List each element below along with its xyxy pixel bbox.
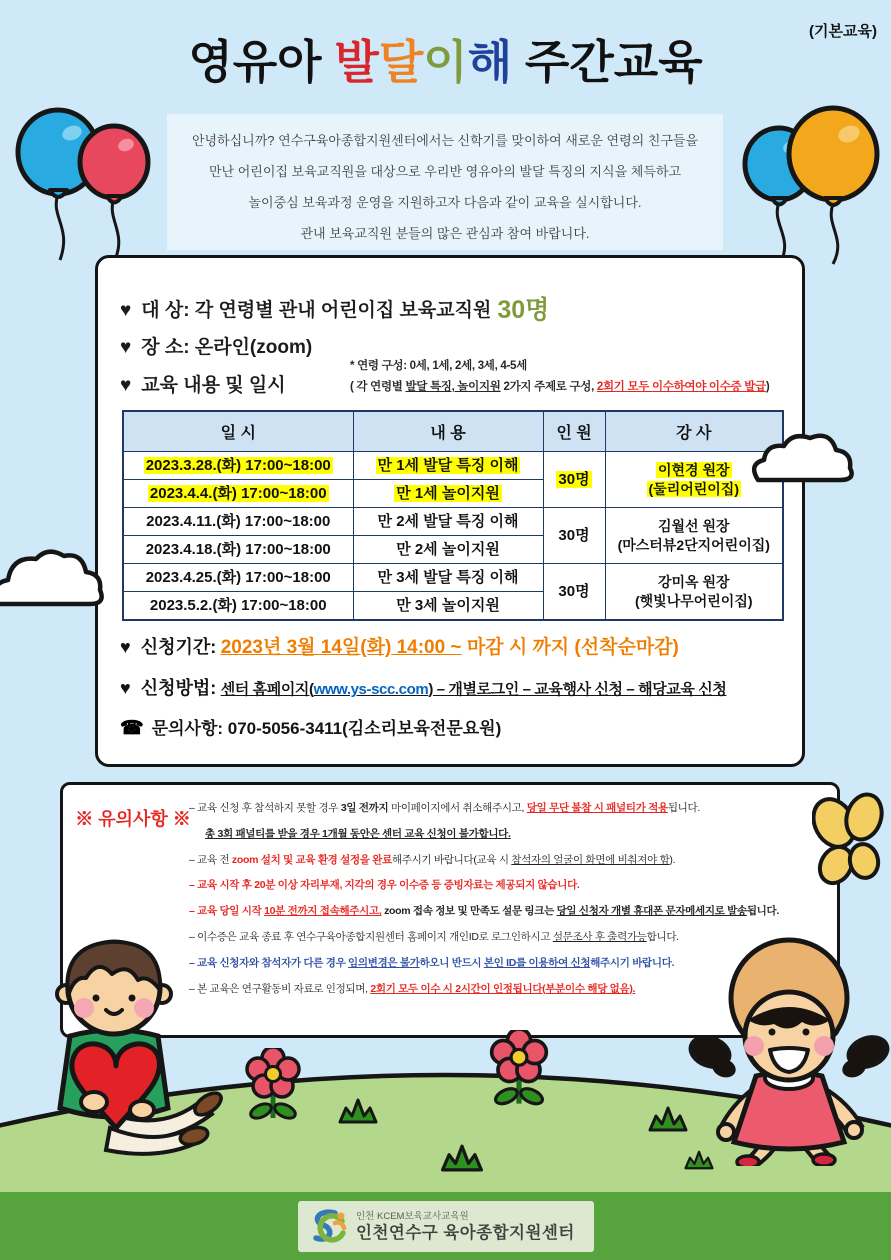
cloud-right-illustration [748, 424, 860, 490]
text-segment: – 교육 시작 후 20분 이상 자리부재, 지각의 경우 이수증 등 증빙자료는 제공되지 않습니다. [189, 879, 580, 892]
content-cell: 만 1세 놀이지원 [353, 480, 543, 508]
text-segment: – 교육 당일 시작 [189, 905, 265, 918]
target-label: 대 상: 각 연령별 관내 어린이집 보육교직원 [141, 300, 492, 321]
text-segment: 마이페이지에서 취소해주시고, [388, 802, 527, 814]
count-cell: 30명 [543, 508, 605, 564]
target-count: 30명 [497, 296, 550, 324]
page-title [0, 26, 891, 92]
heart-icon: ♥ [120, 678, 131, 698]
text-segment: zoom 설치 및 교육 환경 설정을 완료 [231, 853, 392, 866]
column-header: 일 시 [123, 411, 353, 452]
text-segment: 2023년 3월 14일(화) 14:00 ~ [220, 637, 462, 658]
text-segment: 2회기 모두 이수 [596, 381, 674, 393]
badge: (기본교육) [809, 23, 877, 40]
text-segment: – 교육 신청자와 참석자가 다른 경우 [189, 956, 349, 969]
place-label: 장 소: 온라인(zoom) [141, 337, 313, 358]
apply-method-line [120, 674, 726, 700]
text-segment: – 본 교육은 연구활동비 자료로 인정되며, [189, 982, 371, 995]
center-logo-mark [308, 1207, 348, 1247]
intro-line: 놀이중심 보육과정 운영을 지원하고자 다음과 같이 교육을 실시합니다. [248, 195, 642, 210]
apply-method-label: 신청방법: [140, 678, 217, 698]
text-segment: 해주시기 바랍니다. [590, 956, 675, 969]
schedule-label: 교육 내용 및 일시 [141, 375, 286, 396]
content-cell: 만 2세 발달 특징 이해 [353, 508, 543, 536]
column-header: 내 용 [353, 411, 543, 452]
intro-line: 만난 어린이집 보육교직원을 대상으로 우리반 영유아의 발달 특징의 지식을 체득하고 [208, 164, 682, 179]
text-segment: ) – 개별로그인 – 교육행사 신청 – 해당교육 신청 [428, 681, 727, 698]
text-segment: 2가지 주제로 구성, [500, 381, 597, 393]
grass-icon [338, 1098, 378, 1124]
text-segment: – 교육 전 [189, 853, 232, 866]
schedule-table-body [123, 452, 783, 621]
teacher-cell: 김월선 원장 (마스터뷰2단지어린이집) [605, 508, 783, 564]
teacher-cell: 강미옥 원장 (햇빛나무어린이집) [605, 564, 783, 621]
footer-logo [298, 1201, 594, 1252]
apply-method-value [221, 681, 727, 698]
table-row [123, 508, 783, 536]
text-segment: 됩니다. [667, 802, 700, 814]
text-segment: – 이수증은 교육 종료 후 연수구육아종합지원센터 홈페이지 개인ID로 로그인하시고 [189, 930, 553, 943]
content-cell: 만 1세 발달 특징 이해 [353, 452, 543, 480]
text-segment: 영유아 [188, 36, 335, 88]
place-line [120, 332, 312, 359]
text-segment: – 교육 신청 후 참석하지 못할 경우 [189, 802, 341, 814]
date-cell: 2023.4.11.(화) 17:00~18:00 [123, 508, 353, 536]
text-segment: 3일 전까지 [340, 802, 389, 814]
heart-icon: ♥ [120, 300, 132, 321]
text-segment: 됩니다. [746, 905, 779, 918]
note-line1: * 연령 구성: 0세, 1세, 2세, 3세, 4-5세 [350, 360, 527, 372]
schedule-note [350, 356, 802, 398]
text-segment: 설문조사 후 출력가능 [552, 930, 647, 943]
flower-illustration [482, 1030, 556, 1112]
text-segment: 주간교육 [512, 36, 703, 88]
date-cell: 2023.4.4.(화) 17:00~18:00 [123, 480, 353, 508]
balloons-right-illustration [735, 98, 890, 268]
contact-value: 문의사항: 070-5056-3411(김소리보육전문요원) [151, 719, 502, 738]
schedule-table-head-row [123, 411, 783, 452]
teacher-cell: 이현경 원장 (둘리어린이집) [605, 452, 783, 508]
intro-lines [167, 125, 723, 249]
notice-title: ※ 유의사항 ※ [75, 809, 191, 829]
text-segment: 본인 ID를 이용하여 신청 [483, 956, 591, 969]
text-segment: 해 [467, 36, 513, 88]
boy-illustration [6, 930, 226, 1165]
phone-icon: ☎ [120, 718, 144, 739]
content-cell: 만 2세 놀이지원 [353, 536, 543, 564]
text-segment: 마감 시 까지 (선착순마감) [461, 637, 679, 658]
text-segment: 이 [423, 36, 468, 88]
date-cell: 2023.3.28.(화) 17:00~18:00 [123, 452, 353, 480]
text-segment: ( 각 연령별 [350, 381, 406, 393]
column-header: 인 원 [543, 411, 605, 452]
content-cell: 만 3세 발달 특징 이해 [353, 564, 543, 592]
info-panel [95, 255, 805, 767]
heart-icon: ♥ [120, 637, 131, 657]
apply-period-label: 신청기간: [140, 637, 217, 657]
column-header: 강 사 [605, 411, 783, 452]
notice-item [189, 899, 837, 925]
text-segment: 달 [378, 36, 424, 88]
girl-illustration [688, 936, 890, 1166]
text-segment: 발 [334, 36, 379, 88]
text-segment: 하여야 이수증 발급 [673, 381, 766, 393]
org-name-large: 인천연수구 육아종합지원센터 [356, 1223, 575, 1242]
date-cell: 2023.5.2.(화) 17:00~18:00 [123, 592, 353, 621]
text-segment: 센터 홈페이지( [220, 681, 314, 698]
schedule-line [120, 370, 286, 397]
contact-line [120, 714, 501, 740]
text-segment: 당일 무단 불참 시 패널티가 적용 [526, 802, 668, 814]
text-segment: 총 3회 패널티를 받을 경우 1개월 동안은 센터 교육 신청이 불가합니다. [205, 827, 511, 840]
table-row [123, 452, 783, 480]
table-row [123, 564, 783, 592]
balloons-left-illustration [10, 102, 175, 267]
count-cell: 30명 [543, 452, 605, 508]
butterfly-icon [812, 785, 890, 905]
notice-item [189, 822, 837, 848]
text-segment: 임의변경은 불가 [348, 956, 420, 969]
intro-line: 관내 보육교직원 분들의 많은 관심과 참여 바랍니다. [300, 226, 590, 241]
text-segment: ). [669, 853, 676, 866]
grass-icon [648, 1106, 688, 1132]
org-name-small: 인천 KCEM보육교사교육원 [356, 1210, 469, 1222]
footer-strip [0, 1192, 891, 1260]
intro-line: 안녕하십니까? 연수구육아종합지원센터에서는 신학기를 맞이하여 새로운 연령의 친구들을 [191, 133, 699, 148]
text-segment: 2회기 모두 이수 시 2시간이 인정됩니다(부분이수 해당 없음). [370, 982, 636, 995]
heart-icon: ♥ [120, 337, 132, 358]
target-line [120, 290, 549, 326]
apply-period-value [221, 637, 679, 658]
count-cell: 30명 [543, 564, 605, 621]
heart-icon: ♥ [120, 375, 132, 396]
date-cell: 2023.4.25.(화) 17:00~18:00 [123, 564, 353, 592]
text-segment: 하오니 반드시 [419, 956, 484, 969]
text-segment: 10분 전까지 접속해주시고, [264, 905, 382, 918]
content-cell: 만 3세 놀이지원 [353, 592, 543, 621]
grass-icon [440, 1144, 484, 1172]
date-cell: 2023.4.18.(화) 17:00~18:00 [123, 536, 353, 564]
text-segment: 발달 특징, 놀이지원 [405, 381, 501, 393]
website-link[interactable]: www.ys-scc.com [313, 681, 429, 698]
apply-period-line [120, 632, 679, 659]
text-segment: 합니다. [646, 930, 679, 943]
notice-item [189, 873, 837, 899]
text-segment: 해주시기 바랍니다(교육 시 [391, 853, 512, 866]
text-segment: 참석자의 얼굴이 화면에 비춰져야 함 [511, 853, 670, 866]
note-line2 [350, 377, 802, 398]
intro-box [167, 114, 723, 250]
notice-item [189, 848, 837, 874]
text-segment: zoom 접속 정보 및 만족도 설문 링크는 [381, 905, 557, 918]
text-segment: ) [765, 381, 770, 393]
cloud-left-illustration [0, 542, 118, 614]
text-segment: 당일 신청자 개별 휴대폰 문자메세지로 발송 [556, 905, 747, 918]
notice-item [189, 796, 837, 822]
flower-illustration [238, 1048, 308, 1126]
schedule-table [122, 410, 784, 621]
